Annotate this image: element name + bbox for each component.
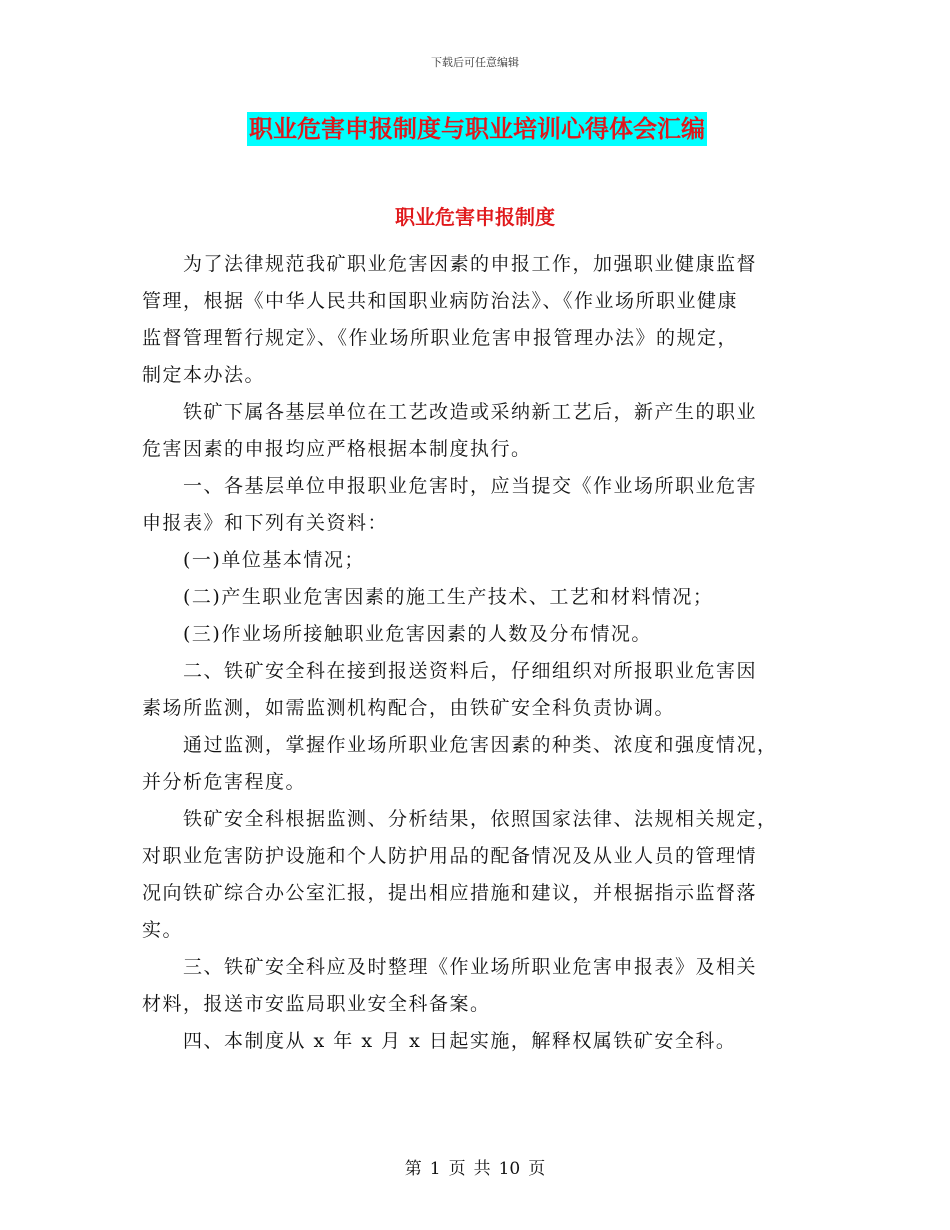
paragraph-line: 铁矿安全科根据监测、分析结果，依照国家法律、法规相关规定， (142, 808, 778, 830)
paragraph-line: 实。 (142, 919, 184, 941)
paragraph-line: 通过监测，掌握作业场所职业危害因素的种类、浓度和强度情况， (142, 734, 778, 756)
paragraph-line: (三)作业场所接触职业危害因素的人数及分布情况。 (142, 623, 652, 645)
paragraph (142, 542, 810, 579)
footer-label-total: 共 (473, 1159, 491, 1179)
document-body (142, 246, 810, 1060)
paragraph-line: 制定本办法。 (142, 364, 266, 386)
paragraph-line: 对职业危害防护设施和个人防护用品的配备情况及从业人员的管理情 (142, 845, 758, 867)
paragraph-line: 为了法律规范我矿职业危害因素的申报工作，加强职业健康监督 (142, 253, 758, 275)
paragraph (142, 727, 810, 801)
paragraph-line: 二、铁矿安全科在接到报送资料后，仔细组织对所报职业危害因 (142, 660, 758, 682)
page-footer (0, 1154, 950, 1179)
paragraph-line: 监督管理暂行规定》、《作业场所职业危害申报管理办法》的规定， (142, 327, 739, 349)
footer-page-number: 1 (429, 1159, 441, 1179)
paragraph-line: 三、铁矿安全科应及时整理《作业场所职业危害申报表》及相关 (142, 956, 758, 978)
paragraph (142, 468, 810, 542)
footer-total-pages: 10 (498, 1159, 521, 1179)
document-title: 职业危害申报制度与职业培训心得体会汇编 (247, 112, 707, 146)
paragraph-line: 素场所监测，如需监测机构配合，由铁矿安全科负责协调。 (142, 697, 676, 719)
paragraph-line: (二)产生职业危害因素的施工生产技术、工艺和材料情况； (142, 586, 714, 608)
paragraph (142, 949, 810, 1023)
paragraph (142, 616, 810, 653)
paragraph-line: 并分析危害程度。 (142, 771, 307, 793)
paragraph-line: (一)单位基本情况； (142, 549, 365, 571)
paragraph (142, 1023, 810, 1060)
paragraph-line: 危害因素的申报均应严格根据本制度执行。 (142, 438, 532, 460)
paragraph (142, 246, 810, 394)
paragraph-line: 四、本制度从 x 年 x 月 x 日起实施，解释权属铁矿安全科。 (142, 1030, 737, 1052)
paragraph-line: 申报表》和下列有关资料： (142, 512, 389, 534)
paragraph (142, 579, 810, 616)
paragraph-line: 材料，报送市安监局职业安全科备案。 (142, 993, 491, 1015)
footer-label-page-unit: 页 (448, 1159, 466, 1179)
footer-label-page: 第 (404, 1159, 422, 1179)
paragraph-line: 管理，根据《中华人民共和国职业病防治法》、《作业场所职业健康 (142, 290, 739, 312)
paragraph-line: 况向铁矿综合办公室汇报，提出相应措施和建议，并根据指示监督落 (142, 882, 758, 904)
paragraph (142, 801, 810, 949)
paragraph-line: 一、各基层单位申报职业危害时，应当提交《作业场所职业危害 (142, 475, 758, 497)
section-title: 职业危害申报制度 (395, 205, 555, 229)
paragraph-line: 铁矿下属各基层单位在工艺改造或采纳新工艺后，新产生的职业 (142, 401, 758, 423)
paragraph (142, 653, 810, 727)
paragraph (142, 394, 810, 468)
header-note: 下载后可任意编辑 (431, 56, 519, 69)
footer-label-total-unit: 页 (528, 1159, 546, 1179)
